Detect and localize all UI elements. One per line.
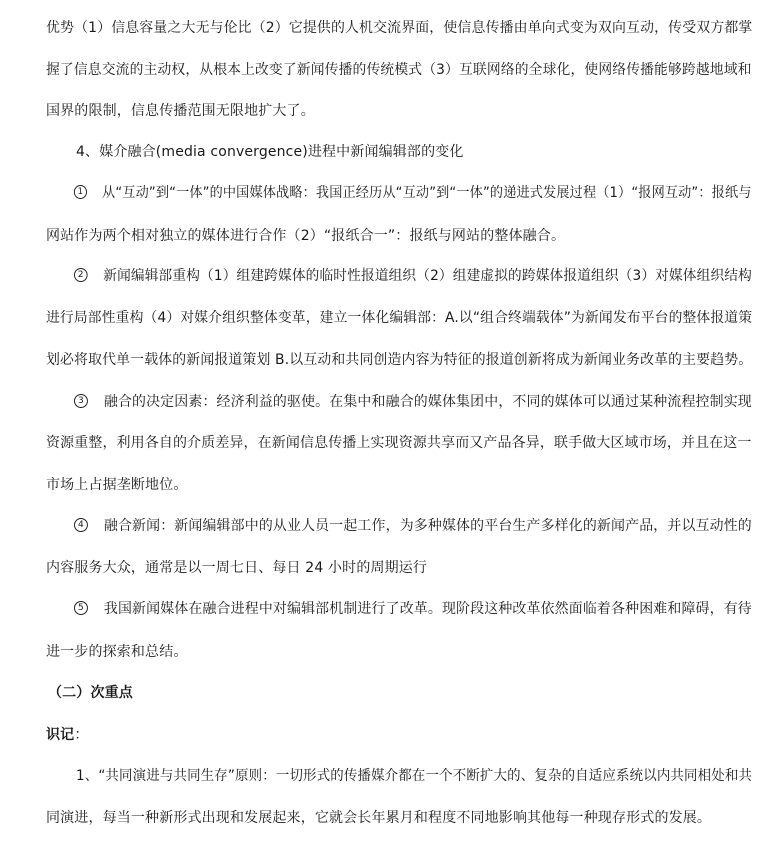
- list-item-4: [72, 515, 752, 537]
- paragraph-line: 资源重整，利用各自的介质差异，在新闻信息传播上实现资源共享而又产品各异，联手做大区域市场，并且在这一: [46, 435, 752, 451]
- circled-number-icon: 1: [74, 185, 87, 199]
- list-item-2: [72, 265, 752, 287]
- memorize-label-text: 识记: [46, 727, 75, 743]
- paragraph-line: 划必将取代单一载体的新闻报道策划 B.以互动和共同创造内容为特征的报道创新将成为新闻业务改革的主要趋势。: [46, 352, 753, 368]
- list-item-5: [72, 598, 752, 620]
- list-item-text: 我国新闻媒体在融合进程中对编辑部机制进行了改革。现阶段这种改革依然面临着各种困难和障碍，有待: [103, 601, 752, 617]
- section-title: 4、媒介融合(media convergence)进程中新闻编辑部的变化: [76, 144, 464, 160]
- list-item-1: [72, 182, 752, 204]
- circled-number-icon: 2: [74, 268, 88, 282]
- circled-number-icon: 4: [74, 518, 88, 532]
- circled-number-icon: 5: [74, 601, 88, 615]
- section-heading: （二）次重点: [48, 685, 133, 701]
- paragraph-line: 进一步的探索和总结。: [46, 644, 188, 660]
- paragraph-line: 握了信息交流的主动权，从根本上改变了新闻传播的传统模式（3）互联网络的全球化，使网络传播能够跨越地域和: [46, 62, 752, 78]
- list-item-text: 从“互动”到“一体”的中国媒体战略：我国正经历从“互动”到“一体”的递进式发展过程（1）“报网互动”：报纸与: [102, 185, 752, 201]
- list-item-text: 新闻编辑部重构（1）组建跨媒体的临时性报道组织（2）组建虚拟的跨媒体报道组织（3）对媒体组织结构: [103, 268, 752, 284]
- paragraph-line: 进行局部性重构（4）对媒介组织整体变革，建立一体化编辑部：A.以“组合终端载体”为新闻发布平台的整体报道策: [46, 310, 753, 326]
- paragraph-line: 1、“共同演进与共同生存”原则：一切形式的传播媒介都在一个不断扩大的、复杂的自适应系统以内共同相处和共: [76, 768, 753, 784]
- memorize-label: [46, 724, 88, 746]
- paragraph-line: 优势（1）信息容量之大无与伦比（2）它提供的人机交流界面，使信息传播由单向式变为双向互动，传受双方都掌: [46, 20, 753, 36]
- memorize-colon: ：: [74, 727, 89, 743]
- list-item-text: 融合新闻：新闻编辑部中的从业人员一起工作，为多种媒体的平台生产多样化的新闻产品，并以互动性的: [103, 518, 752, 534]
- paragraph-line: 市场上占据垄断地位。: [46, 477, 188, 493]
- list-item-text: 融合的决定因素：经济利益的驱使。在集中和融合的媒体集团中，不同的媒体可以通过某种流程控制实现: [103, 394, 752, 410]
- paragraph-line: 国界的限制，信息传播范围无限地扩大了。: [46, 103, 315, 119]
- circled-number-icon: 3: [74, 394, 88, 408]
- paragraph-line: 同演进，每当一种新形式出现和发展起来，它就会长年累月和程度不同地影响其他每一种现存形式的发展。: [46, 810, 712, 826]
- paragraph-line: 内容服务大众，通常是以一周七日、每日 24 小时的周期运行: [46, 560, 428, 576]
- paragraph-line: 网站作为两个相对独立的媒体进行合作（2）“报纸合一”：报纸与网站的整体融合。: [46, 228, 566, 244]
- list-item-3: [72, 391, 752, 413]
